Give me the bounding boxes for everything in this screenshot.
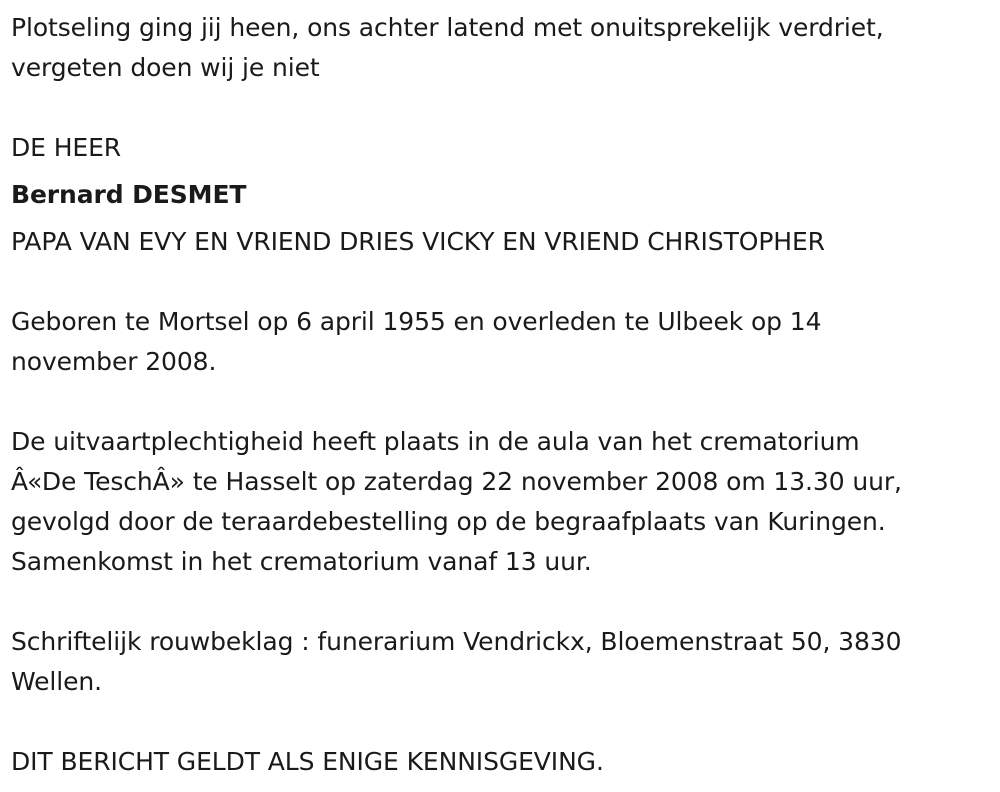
ceremony-line: Â«De TeschÂ» te Hasselt op zaterdag 22 november 2008 om 13.30 uur, xyxy=(11,467,902,496)
ceremony-paragraph xyxy=(11,422,1000,582)
salutation: DE HEER xyxy=(11,133,122,162)
ceremony-line: Samenkomst in het crematorium vanaf 13 uur. xyxy=(11,547,592,576)
birth-death-line: november 2008. xyxy=(11,347,217,376)
birth-death-line: Geboren te Mortsel op 6 april 1955 en overleden te Ulbeek op 14 xyxy=(11,307,822,336)
condolences-line: Wellen. xyxy=(11,667,102,696)
condolences-paragraph xyxy=(11,622,1000,702)
intro-paragraph xyxy=(11,8,1000,88)
closing-line: DIT BERICHT GELDT ALS ENIGE KENNISGEVING. xyxy=(11,747,604,776)
intro-line: vergeten doen wij je niet xyxy=(11,53,320,82)
deceased-name: Bernard DESMET xyxy=(11,180,247,209)
relation-line: PAPA VAN EVY EN VRIEND DRIES VICKY EN VRIEND CHRISTOPHER xyxy=(11,227,825,256)
ceremony-line: gevolgd door de teraardebestelling op de begraafplaats van Kuringen. xyxy=(11,507,886,536)
birth-death-paragraph xyxy=(11,302,1000,382)
condolences-line: Schriftelijk rouwbeklag : funerarium Vendrickx, Bloemenstraat 50, 3830 xyxy=(11,627,902,656)
intro-line: Plotseling ging jij heen, ons achter latend met onuitsprekelijk verdriet, xyxy=(11,13,884,42)
ceremony-line: De uitvaartplechtigheid heeft plaats in de aula van het crematorium xyxy=(11,427,860,456)
